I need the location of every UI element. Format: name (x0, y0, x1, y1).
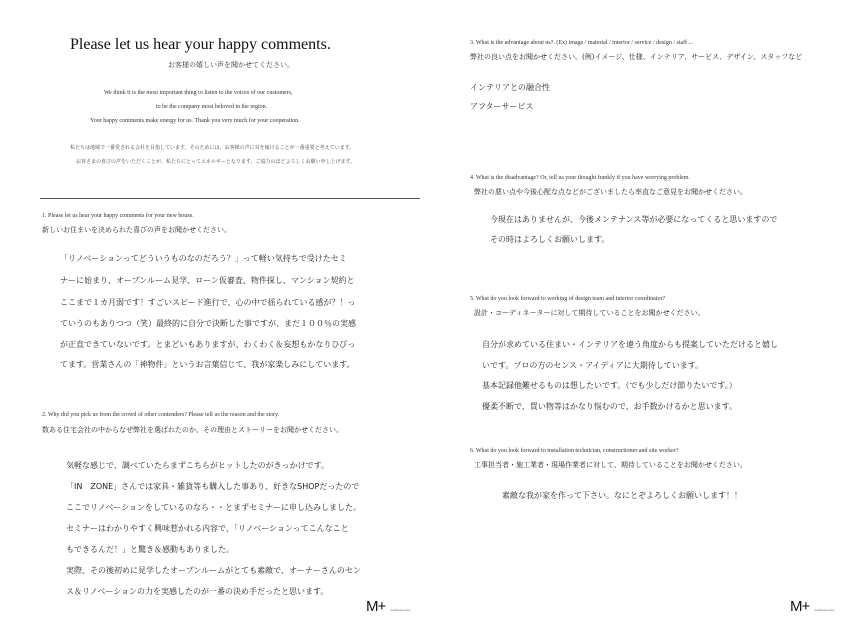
answer-1-line: ここまで１カ月弱です！すごいスピード進行で、心の中で揺られている感が？！っ (60, 298, 356, 307)
answer-2-line: 「IN ZONE」さんでは家具・雑貨等も購入した事あり、好きなSHOPだったので (66, 482, 360, 491)
intro-line: We think it is the most important thing to listen to the voices of our customers, (104, 90, 293, 96)
answer-4-line: その時はよろしくお願いします。 (490, 235, 610, 244)
question-3-jp: 弊社の良い点をお聞かせください。(例)イメージ、仕様、インテリア、サービス、デザイン、スタッフなど (470, 53, 803, 61)
answer-2-line: 実際、その後初めに見学したオープンルームがとても素敵で、オーナーさんのセン (66, 566, 361, 575)
question-2-jp: 数ある住宅会社の中からなぜ弊社を選ばれたのか、その理由とストーリーをお聞かせください。 (42, 426, 343, 434)
question-2: 2. Why did you pick us from the crowd of other contenders? Please tell us the reason and the story. (42, 412, 280, 418)
answer-2-line: もできるんだ！」と驚き＆感動もありました。 (66, 545, 234, 554)
answer-5-line: 基本記録他難せるものは想したいです。（でも少しだけ節りたいです。） (482, 381, 737, 390)
answer-2-line: 気軽な感じで、調べていたらまずこちらがヒットしたのがきっかけです。 (66, 461, 329, 470)
company-logo-subtext: mapleservice (390, 608, 411, 612)
intro-line-jp: 私たちは地域で一番愛される会社を目指しています。そのためには、お客様の声に耳を傾けることが一番重要と考えています。 (70, 145, 355, 151)
question-5-jp: 設計・コーディネーターに対して期待していることをお聞かせください。 (474, 309, 705, 317)
answer-5-line: いです。プロの方のセンス・アイディアに大期待しています。 (482, 361, 704, 370)
answer-3-line: インテリアとの融合性 (470, 83, 550, 92)
company-logo-subtext: mapleservice (814, 608, 835, 612)
answer-6-line: 素敵な我が家を作って下さい。なにとぞよろしくお願いします！！ (502, 491, 742, 500)
answer-1-line: が正直できていないです。とまどいもありますが、わくわく＆妄想もかなりひびっ (60, 340, 356, 349)
answer-4-line: 今現在はありませんが、今後メンテナンス等が必要になってくると思いますので (490, 215, 778, 224)
company-logo: M+ (790, 598, 810, 615)
intro-line: to be the company most beloved in the region. (156, 104, 268, 110)
answer-3-line: アフターサービス (470, 102, 534, 111)
question-3: 3. What is the advantage about us?. (Ex) image / material / interior / service / design / staff ... (470, 40, 694, 46)
question-6: 6. What do you look forward to installation technician, constructioner and site worker? (470, 448, 679, 454)
intro-line: Your happy comments make energy for us. Thank you very much for your cooperation. (90, 118, 300, 124)
question-5: 5. What do you look forward to working of design team and interior coordinator? (470, 296, 666, 302)
divider (40, 198, 420, 199)
question-4-jp: 弊社の悪い点や今後心配な点などがございましたら率直なご意見をお聞かせください。 (474, 188, 747, 196)
answer-2-line: ここでリノベーションをしているのなら・・とまずセミナーに申し込みしました。 (66, 503, 361, 512)
company-logo: M+ (366, 598, 386, 615)
question-1: 1. Please let us hear your happy comments for your new house. (42, 213, 194, 219)
intro-line-jp: お客さまの喜びの声をいただくことが、私たちにとってエネルギーとなります。ご協力のほどよろしくお願い申し上げます。 (76, 159, 356, 165)
answer-1-line: 「リノベーションってどういうものなのだろう？」って軽い気持ちで受けたセミ (60, 254, 347, 263)
answer-1-line: ナーに始まり、オープンルーム見学、ローン仮審査、物件探し、マンション契約と (60, 276, 355, 285)
page-subtitle: お客様の嬉しい声を聞かせてください。 (168, 61, 294, 69)
survey-page-right (434, 0, 868, 644)
answer-5-line: 自分が求めている住まい・インテリアを違う角度からも提案していただけると嬉し (482, 340, 778, 349)
answer-1-line: てます。営業さんの「神物件」というお言葉信じて、我が家楽しみにしています。 (60, 360, 355, 369)
question-4: 4. What is the disadvantage? Or, tell us your thought frankly if you have worrying problem. (470, 175, 690, 181)
answer-1-line: ていうのもありつつ（笑）最終的に自分で決断した事ですが、まだ１００％の実感 (60, 319, 356, 328)
page-title: Please let us hear your happy comments. (70, 36, 331, 53)
answer-2-line: ス＆リノベーションの力を実感したのが一番の決め手だったと思います。 (66, 587, 329, 596)
question-1-jp: 新しいお住まいを決められた喜びの声をお聞かせください。 (42, 226, 231, 234)
answer-2-line: セミナーはわかりやすく興味惹かれる内容で、「リノベーションってこんなこと (66, 524, 349, 533)
question-6-jp: 工事担当者・施工業者・現場作業者に対して、期待していることをお聞かせください。 (474, 461, 747, 469)
answer-5-line: 優柔不断で、買い物等はかなり悩むので、お手数かけるかと思います。 (482, 402, 738, 411)
